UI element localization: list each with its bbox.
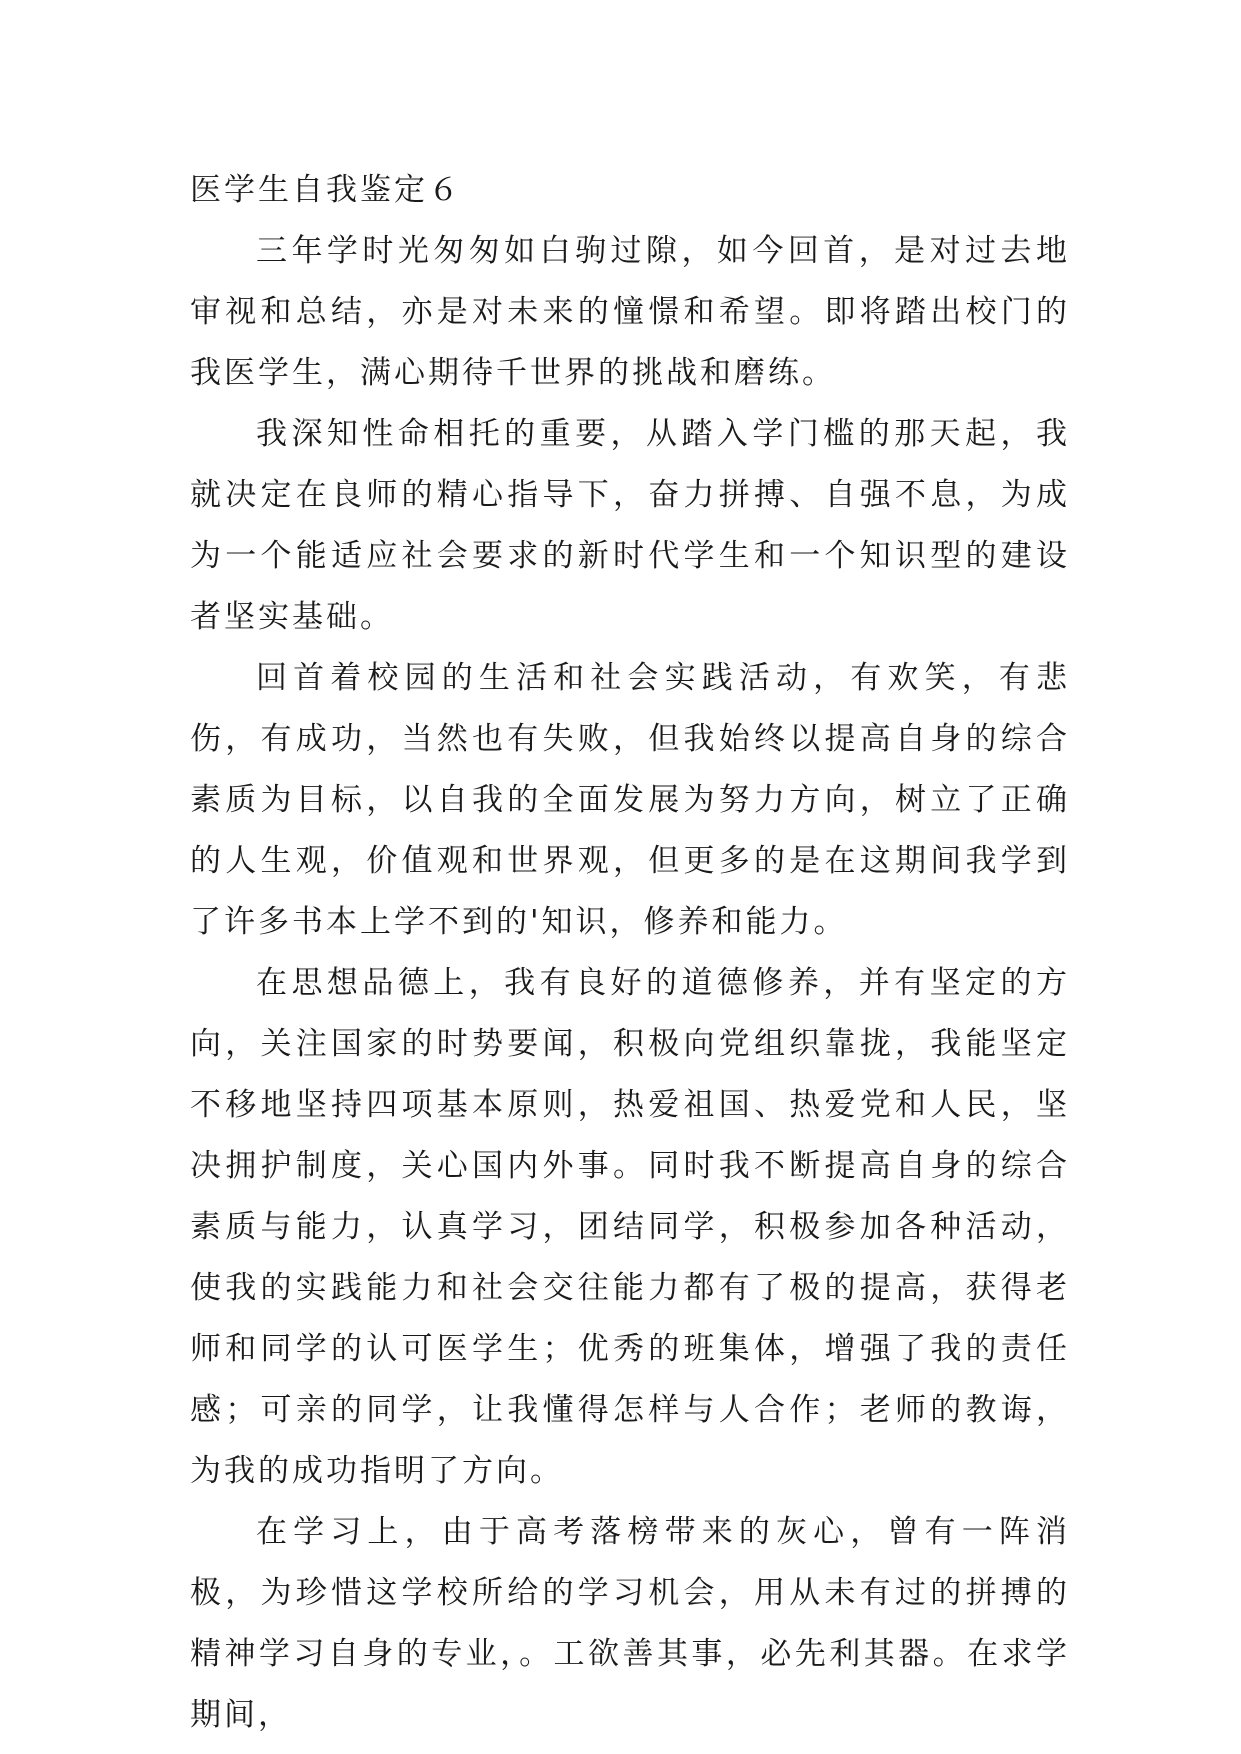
paragraph-3: 回首着校园的生活和社会实践活动，有欢笑，有悲伤，有成功，当然也有失败，但我始终以提高自身的综合素质为目标，以自我的全面发展为努力方向，树立了正确的人生观，价值观和世界观，但更多的是在这期间我学到了许多书本上学不到的'知识，修养和能力。 [190,660,1070,940]
document-body [190,160,1070,1746]
document-title: 医学生自我鉴定６ [190,172,462,208]
paragraph-1: 三年学时光匆匆如白驹过隙，如今回首，是对过去地审视和总结，亦是对未来的憧憬和希望。即将踏出校门的我医学生，满心期待千世界的挑战和磨练。 [190,233,1070,391]
paragraph-4: 在思想品德上，我有良好的道德修养，并有坚定的方向，关注国家的时势要闻，积极向党组织靠拢，我能坚定不移地坚持四项基本原则，热爱祖国、热爱党和人民，坚决拥护制度，关心国内外事。同时我不断提高自身的综合素质与能力，认真学习，团结同学，积极参加各种活动，使我的实践能力和社会交往能力都有了极的提高，获得老师和同学的认可医学生；优秀的班集体，增强了我的责任感；可亲的同学，让我懂得怎样与人合作；老师的教诲，为我的成功指明了方向。 [190,965,1070,1489]
paragraph-5: 在学习上，由于高考落榜带来的灰心，曾有一阵消极，为珍惜这学校所给的学习机会，用从未有过的拼搏的精神学习自身的专业，。工欲善其事，必先利其器。在求学期间， [190,1514,1070,1733]
paragraph-2: 我深知性命相托的重要，从踏入学门槛的那天起，我就决定在良师的精心指导下，奋力拼搏、自强不息，为成为一个能适应社会要求的新时代学生和一个知识型的建设者坚实基础。 [190,416,1070,635]
